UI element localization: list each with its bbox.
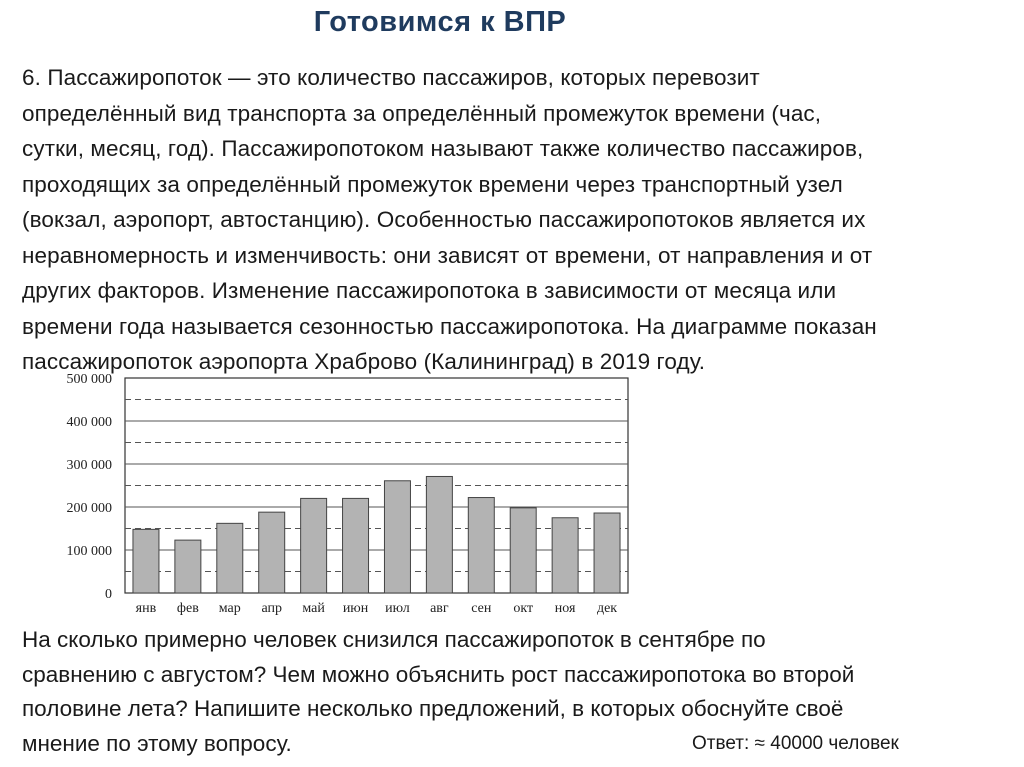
task-text — [22, 60, 1017, 380]
bar-дек — [594, 513, 620, 593]
bar-авг — [426, 476, 452, 593]
x-tick-label: окт — [513, 601, 534, 616]
task-line: (вокзал, аэропорт, автостанцию). Особенностью пассажиропотоков является их — [22, 207, 866, 232]
x-tick-label: дек — [596, 601, 618, 616]
task-line: других факторов. Изменение пассажиропотока в зависимости от месяца или — [22, 278, 837, 303]
bar-июл — [384, 481, 410, 593]
x-tick-label: ноя — [554, 601, 576, 616]
bar-апр — [259, 512, 285, 593]
bar-фев — [175, 540, 201, 593]
y-tick-label: 0 — [105, 587, 112, 602]
bar-мар — [217, 523, 243, 593]
bar-ноя — [552, 518, 578, 593]
question-line: мнение по этому вопросу. — [22, 730, 292, 756]
passenger-flow-bar-chart — [40, 368, 650, 623]
task-line: проходящих за определённый промежуток времени через транспортный узел — [22, 171, 843, 197]
task-line: 6. Пассажиропоток — это количество пассажиров, которых перевозит — [22, 65, 760, 90]
x-tick-label: фев — [176, 601, 199, 616]
task-line: пассажиропоток аэропорта Храброво (Калининград) в 2019 году. — [22, 349, 706, 374]
x-tick-label: авг — [430, 601, 449, 616]
task-line: определённый вид транспорта за определённый промежуток времени (час, — [22, 100, 822, 126]
question-line: На сколько примерно человек снизился пассажиропоток в сентябре по — [22, 627, 766, 652]
bar-май — [301, 498, 327, 593]
answer-text: Ответ: ≈ 40000 человек — [692, 733, 899, 754]
x-tick-label: июн — [342, 601, 369, 616]
y-tick-label: 100 000 — [66, 544, 112, 559]
x-tick-label: янв — [135, 601, 157, 616]
question-line: половине лета? Напишите несколько предложений, в которых обоснуйте своё — [22, 696, 844, 721]
bar-янв — [133, 529, 159, 593]
bar-сен — [468, 498, 494, 593]
x-tick-label: мар — [218, 601, 241, 616]
question-line: сравнению с августом? Чем можно объяснить рост пассажиропотока во второй — [22, 661, 855, 687]
y-tick-label: 400 000 — [66, 415, 112, 430]
x-tick-label: май — [302, 601, 325, 616]
y-tick-label: 300 000 — [66, 458, 112, 473]
bar-окт — [510, 508, 536, 593]
x-tick-label: сен — [471, 601, 492, 616]
task-line: сутки, месяц, год). Пассажиропотоком называют также количество пассажиров, — [22, 136, 864, 161]
bar-июн — [343, 498, 369, 593]
y-tick-label: 500 000 — [66, 372, 112, 387]
x-tick-label: июл — [385, 601, 410, 616]
task-line: неравномерность и изменчивость: они зависят от времени, от направления и от — [22, 242, 873, 268]
task-line: времени года называется сезонностью пассажиропотока. На диаграмме показан — [22, 313, 877, 339]
y-tick-label: 200 000 — [66, 501, 112, 516]
slide-title: Готовимся к ВПР — [313, 6, 567, 38]
x-tick-label: апр — [261, 601, 282, 616]
